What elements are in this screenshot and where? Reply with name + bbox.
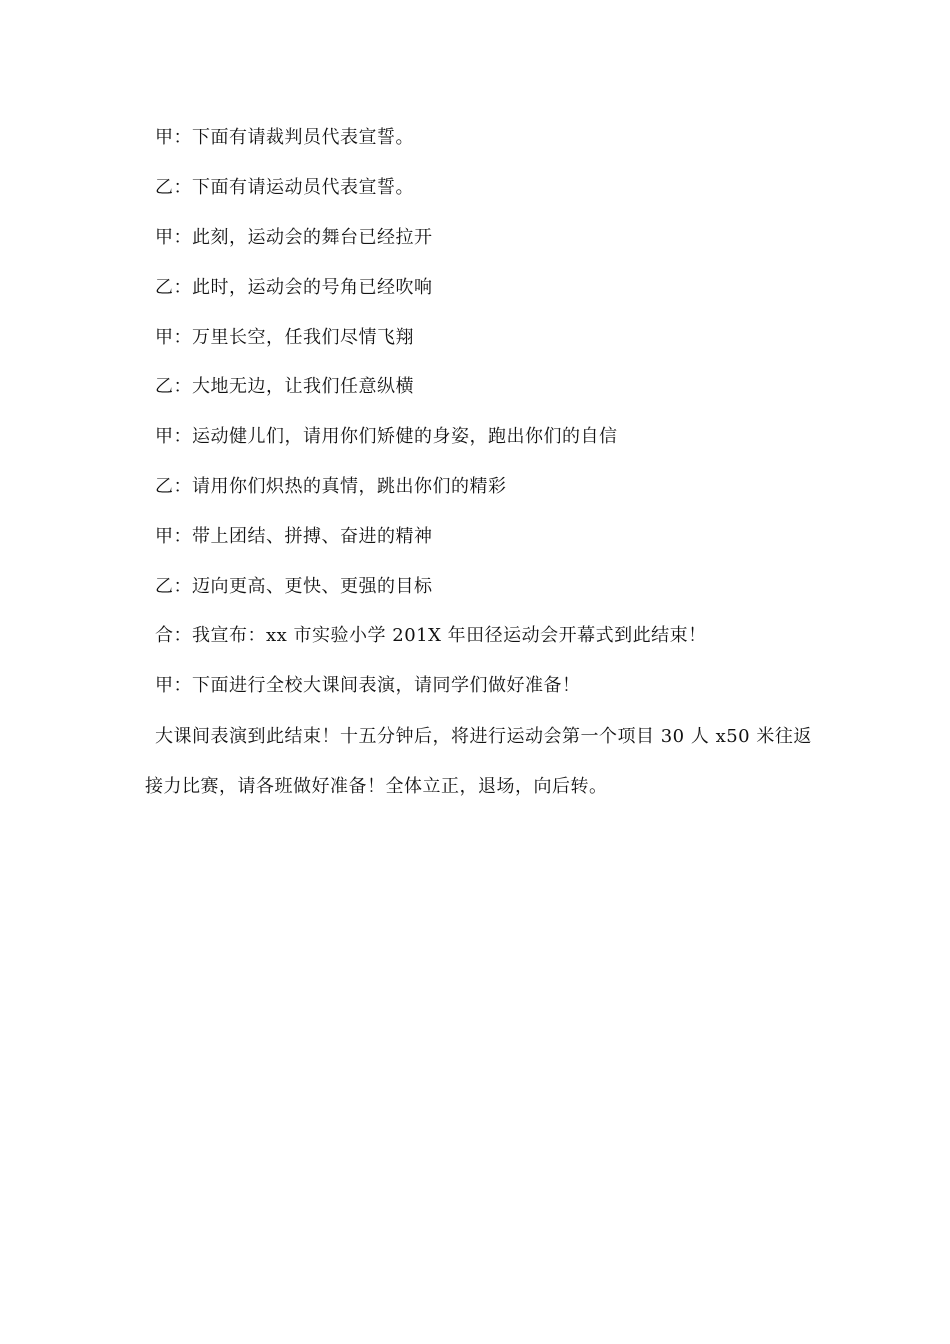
script-line-10: 乙：迈向更高、更快、更强的目标 xyxy=(155,576,433,597)
script-line-1: 甲：下面有请裁判员代表宣誓。 xyxy=(155,127,414,148)
script-line-4: 乙：此时，运动会的号角已经吹响 xyxy=(155,277,433,298)
closing-paragraph-line-2: 接力比赛，请各班做好准备！全体立正，退场，向后转。 xyxy=(145,776,608,797)
script-line-2: 乙：下面有请运动员代表宣誓。 xyxy=(155,177,414,198)
script-line-7: 甲：运动健儿们，请用你们矫健的身姿，跑出你们的自信 xyxy=(155,426,618,447)
script-line-6: 乙：大地无边，让我们任意纵横 xyxy=(155,376,414,397)
closing-paragraph-line-1: 大课间表演到此结束！十五分钟后，将进行运动会第一个项目 30 人 x50 米往返 xyxy=(155,726,812,747)
script-line-9: 甲：带上团结、拼搏、奋进的精神 xyxy=(155,526,433,547)
script-line-8: 乙：请用你们炽热的真情，跳出你们的精彩 xyxy=(155,476,507,497)
script-line-12: 甲：下面进行全校大课间表演，请同学们做好准备！ xyxy=(155,675,581,696)
script-line-3: 甲：此刻，运动会的舞台已经拉开 xyxy=(155,227,433,248)
script-line-5: 甲：万里长空，任我们尽情飞翔 xyxy=(155,327,414,348)
script-line-11: 合：我宣布：xx 市实验小学 201X 年田径运动会开幕式到此结束！ xyxy=(155,625,707,646)
